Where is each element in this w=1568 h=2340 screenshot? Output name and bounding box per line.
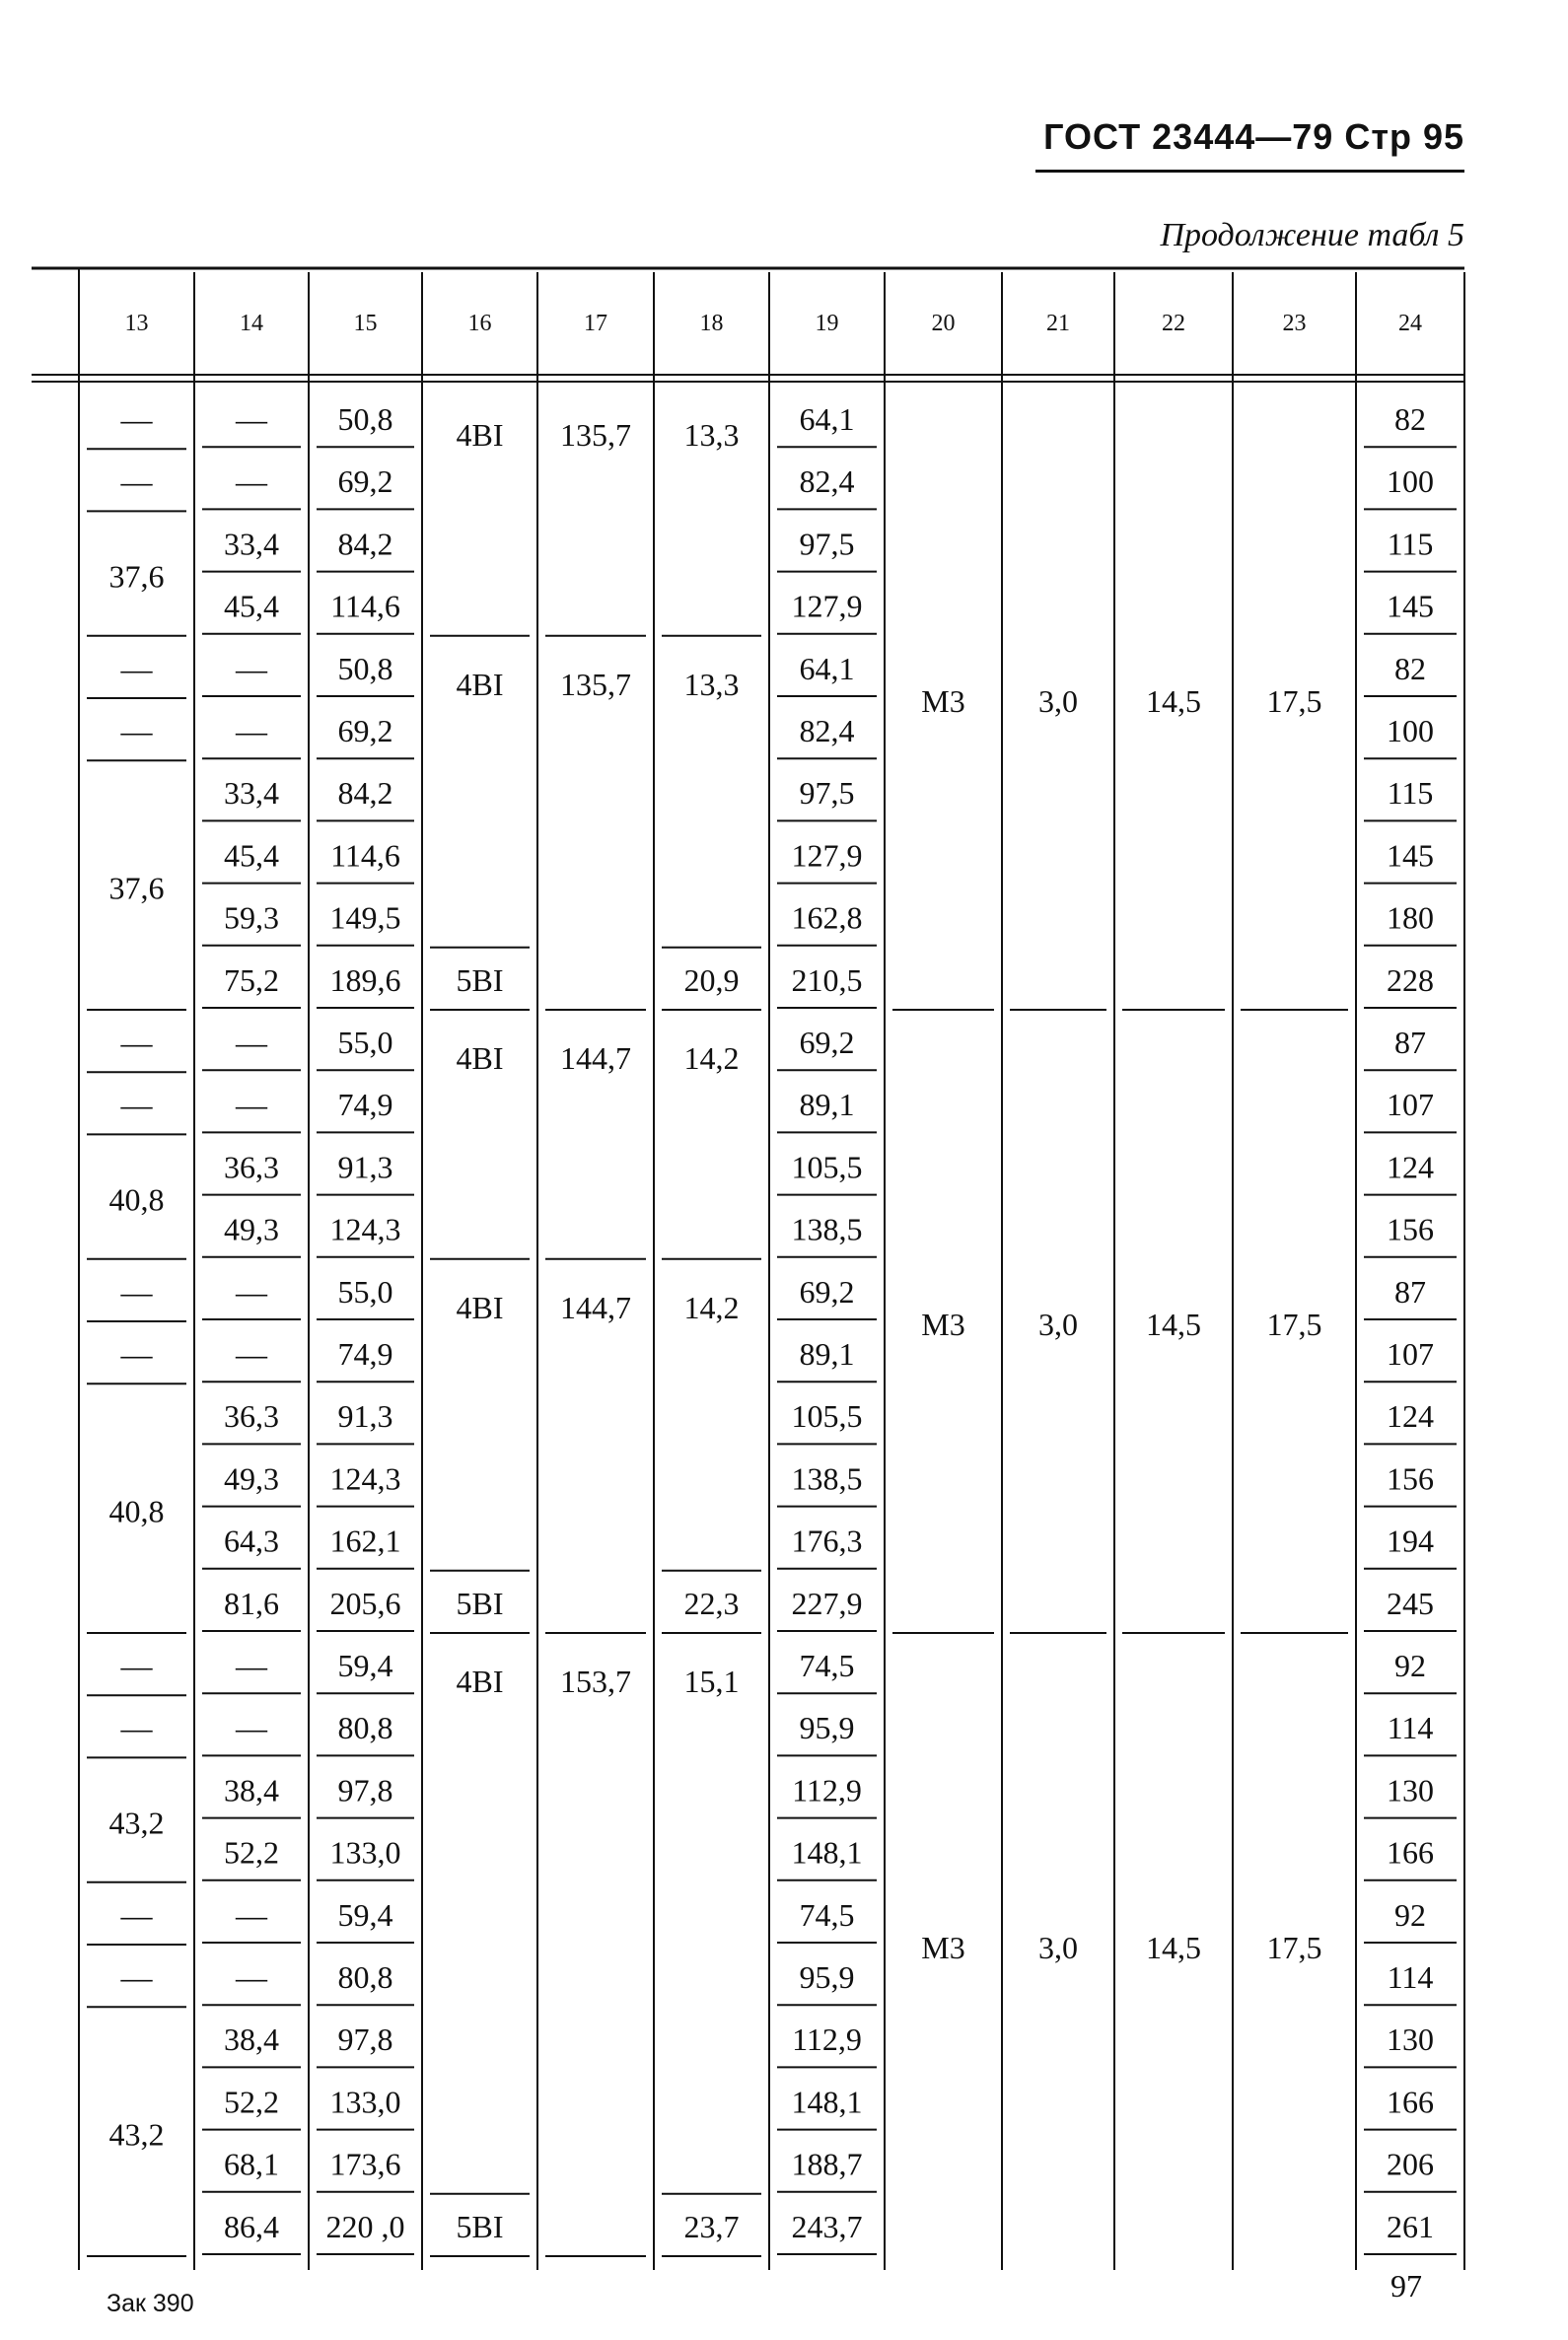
cell-c13-value: 37,6 [108, 558, 165, 595]
cell-c15-value: 162,1 [329, 1523, 401, 1559]
cell-c16-value: 5BI [456, 961, 504, 998]
cell-c14-value: 33,4 [224, 775, 279, 812]
column-header-19: 19 [815, 311, 839, 336]
cell-c18-value: 14,2 [683, 1289, 740, 1325]
cell-c15-value: 50,8 [337, 401, 393, 437]
cell-c23-value: 17,5 [1266, 1307, 1322, 1342]
column-header-24: 24 [1398, 311, 1422, 336]
cell-c24-value: 114 [1387, 1710, 1434, 1746]
cell-c19-value: 112,9 [792, 1772, 862, 1808]
cell-c14-value: — [236, 1648, 267, 1683]
cell-c14-value: 64,3 [224, 1523, 279, 1559]
cell-c24-value: 100 [1387, 713, 1434, 748]
cell-c19-value: 127,9 [791, 837, 863, 874]
cell-c24-value: 115 [1387, 526, 1434, 562]
cell-c14-value: — [236, 1025, 267, 1060]
cell-c24-value: 166 [1387, 2084, 1434, 2120]
cell-c13-value: — [120, 1959, 153, 1995]
cell-c15-value: 74,9 [337, 1087, 393, 1123]
cell-c13-value: 40,8 [108, 1493, 165, 1529]
cell-c16-value: 5BI [456, 1585, 504, 1621]
cell-c24-value: 92 [1394, 1896, 1426, 1933]
column-header-22: 22 [1162, 311, 1185, 336]
cell-c15-value: 133,0 [329, 2084, 401, 2120]
cell-c14-value: — [236, 650, 267, 686]
cell-c13-value: — [120, 650, 153, 686]
cell-c17-value: 153,7 [560, 1664, 631, 1699]
cell-c18-value: 20,9 [683, 961, 740, 998]
cell-c15-value: 114,6 [330, 588, 400, 624]
cell-c20-value: М3 [921, 1307, 965, 1342]
cell-c14-value: 81,6 [224, 1585, 279, 1621]
cell-c13-value: — [120, 1273, 153, 1310]
column-header-14: 14 [240, 311, 263, 336]
cell-c14-value: 36,3 [224, 1149, 279, 1185]
cell-c19-value: 82,4 [799, 713, 855, 748]
cell-c18-value: 15,1 [683, 1664, 740, 1699]
cell-c15-value: 50,8 [337, 650, 393, 686]
cell-c14-value: 45,4 [224, 837, 279, 874]
cell-c24-value: 124 [1387, 1149, 1434, 1185]
cell-c14-value: — [236, 401, 267, 437]
cell-c19-value: 243,7 [791, 2208, 863, 2244]
cell-c14-value: 45,4 [224, 588, 279, 624]
cell-c17-value: 135,7 [560, 417, 631, 453]
cell-c24-value: 130 [1387, 1772, 1434, 1808]
column-header-18: 18 [699, 311, 724, 336]
cell-c15-value: 74,9 [337, 1336, 393, 1372]
cell-c16-value: 4BI [456, 417, 504, 453]
cell-c19-value: 69,2 [799, 1273, 855, 1310]
cell-c18-value: 14,2 [683, 1040, 740, 1076]
standard-number: ГОСТ 23444—79 [1043, 116, 1334, 157]
cell-c14-value: — [236, 713, 267, 748]
cell-c14-value: 38,4 [224, 2021, 279, 2058]
cell-c19-value: 74,5 [799, 1648, 855, 1683]
cell-c14-value: 86,4 [224, 2208, 279, 2244]
cell-c14-value: 33,4 [224, 526, 279, 562]
cell-c14-value: — [236, 1087, 267, 1123]
cell-c24-value: 124 [1387, 1398, 1434, 1435]
cell-c19-value: 162,8 [791, 899, 863, 936]
cell-c13-value: 43,2 [108, 2116, 165, 2153]
cell-c13-value: 43,2 [108, 1805, 165, 1841]
cell-c15-value: 220 ,0 [325, 2208, 405, 2244]
cell-c17-value: 144,7 [560, 1040, 631, 1076]
cell-c22-value: 14,5 [1146, 1307, 1201, 1342]
cell-c19-value: 89,1 [799, 1336, 855, 1372]
cell-c18-value: 22,3 [683, 1585, 740, 1621]
cell-c24-value: 114 [1387, 1959, 1434, 1995]
cell-c15-value: 97,8 [337, 2021, 393, 2058]
cell-c21-value: 3,0 [1038, 683, 1078, 719]
cell-c19-value: 148,1 [791, 2084, 863, 2120]
cell-c15-value: 189,6 [329, 961, 401, 998]
cell-c13-value: — [120, 1896, 153, 1933]
cell-c13-value: — [120, 713, 153, 748]
cell-c20-value: М3 [921, 1930, 965, 1965]
cell-c24-value: 115 [1387, 775, 1434, 812]
cell-c19-value: 95,9 [799, 1710, 855, 1746]
cell-c15-value: 69,2 [337, 713, 393, 748]
cell-c19-value: 210,5 [791, 961, 863, 998]
cell-c14-value: 52,2 [224, 2084, 279, 2120]
cell-c22-value: 14,5 [1146, 1930, 1201, 1965]
cell-c13-value: — [120, 1336, 153, 1372]
cell-c19-value: 138,5 [791, 1211, 863, 1247]
cell-c18-value: 23,7 [683, 2208, 740, 2244]
cell-c24-value: 261 [1387, 2208, 1434, 2244]
cell-c24-value: 145 [1387, 837, 1434, 874]
cell-c24-value: 82 [1394, 650, 1426, 686]
column-header-23: 23 [1282, 311, 1307, 336]
cell-c24-value: 245 [1387, 1585, 1434, 1621]
cell-c24-value: 87 [1394, 1273, 1426, 1310]
cell-c24-value: 194 [1387, 1523, 1434, 1559]
cell-c14-value: — [236, 1959, 267, 1995]
cell-c19-value: 188,7 [791, 2146, 863, 2182]
cell-c24-value: 166 [1387, 1834, 1434, 1871]
order-number: Зак 390 [107, 2290, 194, 2317]
cell-c15-value: 55,0 [337, 1273, 393, 1310]
cell-c13-value: — [120, 1087, 153, 1123]
cell-c14-value: 68,1 [224, 2146, 279, 2182]
cell-c15-value: 124,3 [329, 1460, 401, 1497]
cell-c17-value: 144,7 [560, 1289, 631, 1325]
cell-c24-value: 145 [1387, 588, 1434, 624]
cell-c14-value: — [236, 1710, 267, 1746]
cell-c18-value: 13,3 [683, 666, 740, 702]
cell-c24-value: 107 [1387, 1336, 1434, 1372]
cell-c13-value: — [120, 401, 153, 437]
cell-c14-value: 75,2 [224, 961, 279, 998]
cell-c24-value: 228 [1387, 961, 1434, 998]
cell-c15-value: 173,6 [329, 2146, 401, 2182]
cell-c14-value: 38,4 [224, 1772, 279, 1808]
cell-c16-value: 4BI [456, 666, 504, 702]
cell-c16-value: 4BI [456, 1040, 504, 1076]
cell-c14-value: 49,3 [224, 1211, 279, 1247]
cell-c19-value: 105,5 [791, 1398, 863, 1435]
cell-c24-value: 87 [1394, 1025, 1426, 1060]
page-number: 97 [1390, 2268, 1422, 2304]
cell-c15-value: 59,4 [337, 1648, 393, 1683]
cell-c19-value: 176,3 [791, 1523, 863, 1559]
cell-c18-value: 13,3 [683, 417, 740, 453]
cell-c24-value: 107 [1387, 1087, 1434, 1123]
cell-c19-value: 64,1 [799, 401, 855, 437]
cell-c14-value: — [236, 1336, 267, 1372]
cell-c24-value: 82 [1394, 401, 1426, 437]
cell-c13-value: 40,8 [108, 1181, 165, 1218]
cell-c15-value: 80,8 [337, 1959, 393, 1995]
cell-c13-value: — [120, 1710, 153, 1746]
cell-c24-value: 206 [1387, 2146, 1434, 2182]
cell-c15-value: 124,3 [329, 1211, 401, 1247]
cell-c15-value: 149,5 [329, 899, 401, 936]
cell-c19-value: 148,1 [791, 1834, 863, 1871]
cell-c15-value: 133,0 [329, 1834, 401, 1871]
column-header-20: 20 [931, 311, 956, 336]
cell-c16-value: 4BI [456, 1664, 504, 1699]
cell-c20-value: М3 [921, 683, 965, 719]
cell-c21-value: 3,0 [1038, 1307, 1078, 1342]
cell-c19-value: 227,9 [791, 1585, 863, 1621]
column-header-21: 21 [1046, 311, 1070, 336]
cell-c19-value: 138,5 [791, 1460, 863, 1497]
cell-c24-value: 156 [1387, 1460, 1434, 1497]
column-header-13: 13 [124, 311, 149, 336]
cell-c15-value: 91,3 [337, 1149, 393, 1185]
cell-c13-value: — [120, 1648, 153, 1683]
cell-c19-value: 97,5 [799, 775, 855, 812]
cell-c22-value: 14,5 [1146, 683, 1201, 719]
column-header-16: 16 [467, 311, 492, 336]
column-header-15: 15 [353, 311, 378, 336]
cell-c15-value: 84,2 [337, 775, 393, 812]
cell-c16-value: 4BI [456, 1289, 504, 1325]
cell-c15-value: 91,3 [337, 1398, 393, 1435]
cell-c15-value: 59,4 [337, 1896, 393, 1933]
cell-c19-value: 82,4 [799, 463, 855, 500]
cell-c23-value: 17,5 [1266, 683, 1322, 719]
cell-c15-value: 97,8 [337, 1772, 393, 1808]
table-caption: Продолжение табл 5 [1160, 217, 1464, 253]
cell-c13-value: 37,6 [108, 870, 165, 906]
cell-c19-value: 95,9 [799, 1959, 855, 1995]
cell-c19-value: 74,5 [799, 1896, 855, 1933]
cell-c19-value: 97,5 [799, 526, 855, 562]
cell-c19-value: 64,1 [799, 650, 855, 686]
cell-c15-value: 84,2 [337, 526, 393, 562]
cell-c17-value: 135,7 [560, 666, 631, 702]
cell-c24-value: 92 [1394, 1648, 1426, 1683]
cell-c14-value: — [236, 1273, 267, 1310]
cell-c14-value: 52,2 [224, 1834, 279, 1871]
cell-c24-value: 100 [1387, 463, 1434, 500]
cell-c15-value: 55,0 [337, 1025, 393, 1060]
cell-c14-value: 49,3 [224, 1460, 279, 1497]
cell-c14-value: — [236, 463, 267, 500]
cell-c13-value: — [120, 463, 153, 500]
cell-c19-value: 105,5 [791, 1149, 863, 1185]
cell-c14-value: 59,3 [224, 899, 279, 936]
page-label: Стр 95 [1344, 116, 1464, 157]
cell-c15-value: 80,8 [337, 1710, 393, 1746]
cell-c19-value: 69,2 [799, 1025, 855, 1060]
cell-c15-value: 205,6 [329, 1585, 401, 1621]
cell-c24-value: 156 [1387, 1211, 1434, 1247]
cell-c13-value: — [120, 1025, 153, 1060]
cell-c14-value: — [236, 1896, 267, 1933]
column-header-17: 17 [584, 311, 607, 336]
cell-c14-value: 36,3 [224, 1398, 279, 1435]
cell-c24-value: 180 [1387, 899, 1434, 936]
cell-c15-value: 69,2 [337, 463, 393, 500]
cell-c23-value: 17,5 [1266, 1930, 1322, 1965]
cell-c24-value: 130 [1387, 2021, 1434, 2058]
cell-c19-value: 127,9 [791, 588, 863, 624]
cell-c21-value: 3,0 [1038, 1930, 1078, 1965]
cell-c19-value: 112,9 [792, 2021, 862, 2058]
cell-c15-value: 114,6 [330, 837, 400, 874]
cell-c19-value: 89,1 [799, 1087, 855, 1123]
cell-c16-value: 5BI [456, 2208, 504, 2244]
